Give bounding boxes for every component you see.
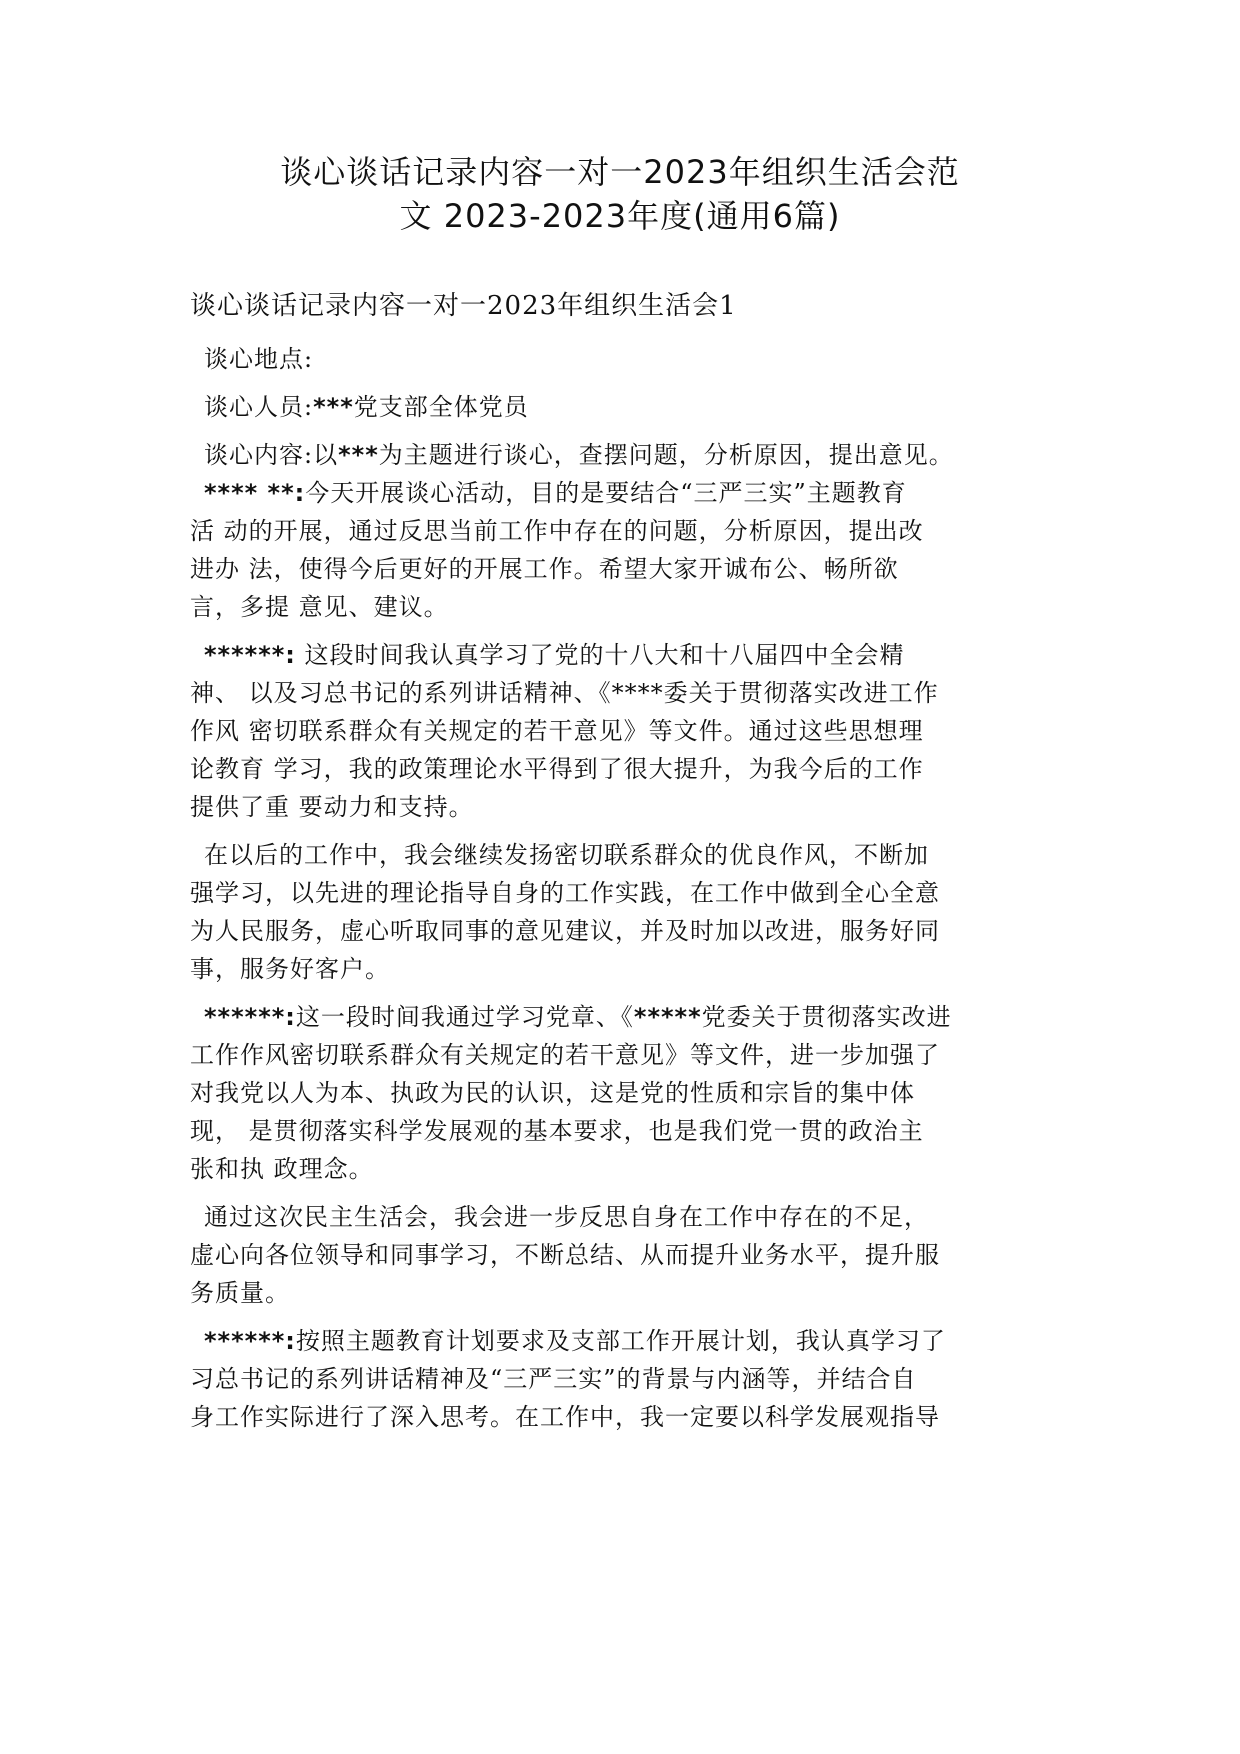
meeting-people: 谈心人员:***党支部全体党员 bbox=[204, 393, 529, 421]
paragraph-5: 通过这次民主生活会，我会进一步反思自身在工作中存在的不足， 虚心向各位领导和同事学习，不断总结、从而提升业务水平，提升服 务质量。 bbox=[190, 1203, 940, 1307]
document-title bbox=[0, 150, 1240, 238]
document-body bbox=[190, 282, 1090, 1436]
section-subtitle: 谈心谈话记录内容一对一2023年组织生活会1 bbox=[190, 291, 737, 321]
meeting-place: 谈心地点: bbox=[204, 345, 314, 373]
paragraph-1: **** **:今天开展谈心活动，目的是要结合“三严三实”主题教育 活 动的开展，通过反思当前工作中存在的问题，分析原因，提出改 进办 法，使得今后更好的开展工作。希望大家开诚布公、畅所欲 言，多提 意见、建议。 bbox=[190, 479, 924, 621]
meeting-content: 谈心内容:以***为主题进行谈心，查摆问题，分析原因，提出意见。 bbox=[204, 441, 954, 469]
paragraph-6: ******:按照主题教育计划要求及支部工作开展计划，我认真学习了 习总书记的系列讲话精神及“三严三实”的背景与内涵等，并结合自 身工作实际进行了深入思考。在工作中，我一定要以科学发展观指导 bbox=[190, 1327, 946, 1431]
paragraph-2: ******: 这段时间我认真学习了党的十八大和十八届四中全会精 神、 以及习总书记的系列讲话精神、《****委关于贯彻落实改进工作 作风 密切联系群众有关规定的若干意见》等文件。通过这些思想理 论教育 学习，我的政策理论水平得到了很大提升，为我今后的工作 提供了重 要动力和支持。 bbox=[190, 641, 939, 821]
paragraph-3: 在以后的工作中，我会继续发扬密切联系群众的优良作风，不断加 强学习，以先进的理论指导自身的工作实践，在工作中做到全心全意 为人民服务，虚心听取同事的意见建议，并及时加以改进，服务好同 事，服务好客户。 bbox=[190, 841, 940, 983]
paragraph-4: ******:这一段时间我通过学习党章、《*****党委关于贯彻落实改进 工作作风密切联系群众有关规定的若干意见》等文件，进一步加强了 对我党以人为本、执政为民的认识，这是党的性质和宗旨的集中体 现， 是贯彻落实科学发展观的基本要求，也是我们党一贯的政治主 张和执 政理念。 bbox=[190, 1003, 952, 1183]
title-line-2: 文 2023-2023年度(通用6篇) bbox=[399, 197, 841, 235]
title-line-1: 谈心谈话记录内容一对一2023年组织生活会范 bbox=[280, 153, 960, 191]
